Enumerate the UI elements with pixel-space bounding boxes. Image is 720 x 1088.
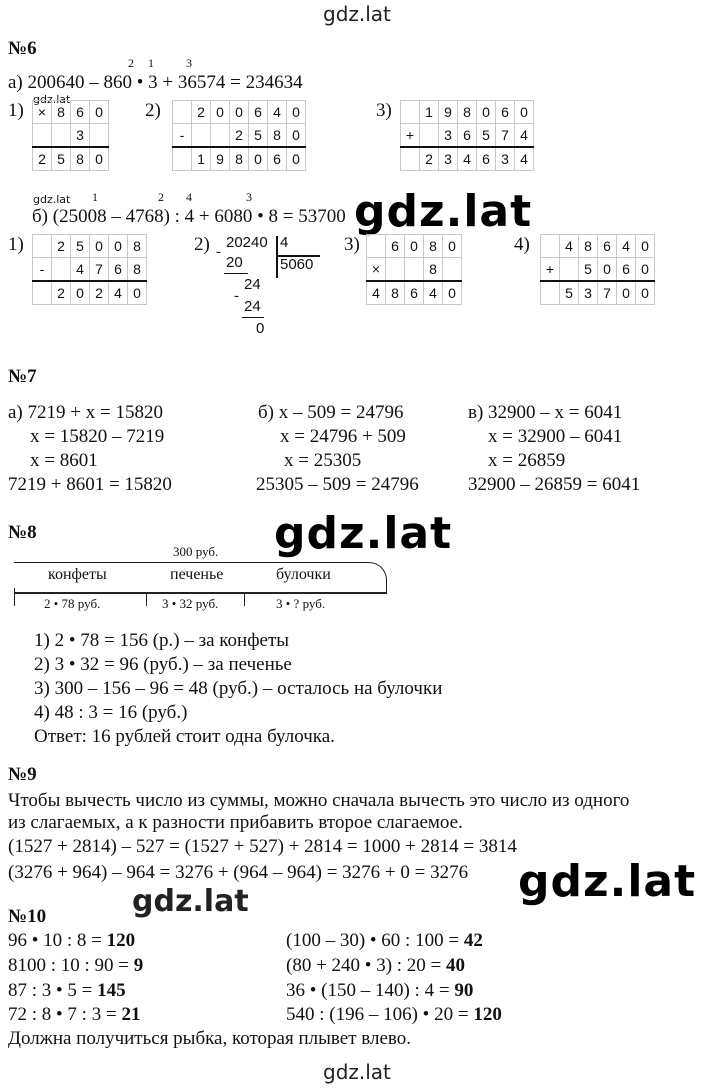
answer: 145 bbox=[97, 980, 126, 1001]
task9-title: №9 bbox=[8, 764, 37, 785]
order-mark: 3 bbox=[186, 56, 192, 70]
digit: 5 bbox=[579, 258, 598, 282]
digit: 0 bbox=[405, 235, 424, 258]
digit: 6 bbox=[109, 258, 128, 282]
task10-left-item bbox=[8, 980, 126, 1002]
digit: 7 bbox=[496, 124, 515, 148]
step-label: 4) bbox=[514, 234, 530, 255]
diagram-total: 300 руб. bbox=[173, 544, 219, 559]
column-addition-a3 bbox=[400, 100, 534, 171]
digit: 0 bbox=[230, 101, 249, 124]
order-mark: 4 bbox=[186, 190, 192, 204]
digit: 8 bbox=[386, 281, 405, 305]
digit: 2 bbox=[52, 281, 71, 305]
digit: 3 bbox=[439, 147, 458, 171]
step-label: 2) bbox=[194, 234, 210, 255]
digit bbox=[211, 124, 230, 148]
division-minus: - bbox=[234, 288, 239, 304]
answer: 42 bbox=[463, 930, 483, 951]
divisor: 4 bbox=[280, 234, 289, 251]
digit bbox=[192, 124, 211, 148]
digit: 1 bbox=[420, 101, 439, 124]
diagram-cost: 2 • 78 руб. bbox=[44, 596, 101, 611]
diagram-segment-label: конфеты bbox=[48, 566, 107, 583]
digit: 2 bbox=[33, 147, 52, 171]
column-subtraction-a2 bbox=[172, 100, 306, 171]
order-mark: 2 bbox=[128, 56, 134, 70]
digit bbox=[405, 258, 424, 282]
task7-title: №7 bbox=[8, 366, 37, 387]
digit: 0 bbox=[636, 281, 655, 305]
digit: 6 bbox=[598, 235, 617, 258]
task10-left-item bbox=[8, 955, 143, 977]
step-label: 1) bbox=[8, 234, 24, 255]
digit: 4 bbox=[617, 235, 636, 258]
task7a-line: 7219 + 8601 = 15820 bbox=[8, 474, 172, 495]
expression: 72 : 8 • 7 : 3 = bbox=[8, 1004, 122, 1025]
task7a-line: а) 7219 + x = 15820 bbox=[8, 402, 163, 423]
digit: 8 bbox=[458, 101, 477, 124]
answer: 40 bbox=[446, 955, 466, 976]
order-mark: 3 bbox=[246, 190, 252, 204]
diagram-divider bbox=[244, 592, 245, 606]
order-mark: 1 bbox=[92, 190, 98, 204]
digit: 9 bbox=[211, 147, 230, 171]
digit: 3 bbox=[579, 281, 598, 305]
column-multiplication-a1 bbox=[32, 100, 109, 171]
digit: 4 bbox=[515, 147, 534, 171]
sign: + bbox=[401, 124, 420, 148]
digit: 6 bbox=[617, 258, 636, 282]
digit: 0 bbox=[90, 235, 109, 258]
digit: 4 bbox=[71, 258, 90, 282]
digit: 0 bbox=[617, 281, 636, 305]
digit: 3 bbox=[439, 124, 458, 148]
digit: 4 bbox=[515, 124, 534, 148]
digit: 5 bbox=[52, 147, 71, 171]
expression: (80 + 240 • 3) : 20 = bbox=[286, 955, 447, 976]
digit: 8 bbox=[71, 147, 90, 171]
digit: 0 bbox=[598, 258, 617, 282]
digit: 6 bbox=[496, 101, 515, 124]
column-addition-b4 bbox=[540, 234, 655, 305]
digit: 8 bbox=[128, 258, 147, 282]
division-underline bbox=[224, 273, 248, 274]
digit: 2 bbox=[52, 235, 71, 258]
digit: 1 bbox=[192, 147, 211, 171]
answer: 120 bbox=[106, 930, 136, 951]
digit: 3 bbox=[71, 124, 90, 148]
digit: 2 bbox=[192, 101, 211, 124]
digit bbox=[420, 124, 439, 148]
division-underline bbox=[242, 317, 264, 318]
diagram-cost: 3 • 32 руб. bbox=[162, 596, 219, 611]
step-label: 3) bbox=[344, 234, 360, 255]
digit: 6 bbox=[71, 101, 90, 124]
diagram-segment-label: печенье bbox=[170, 566, 224, 583]
digit: 4 bbox=[560, 235, 579, 258]
division-step: 24 bbox=[244, 276, 261, 293]
digit: 8 bbox=[128, 235, 147, 258]
digit: 5 bbox=[477, 124, 496, 148]
task10-right-item bbox=[286, 1004, 502, 1026]
digit: 0 bbox=[249, 147, 268, 171]
digit bbox=[52, 124, 71, 148]
watermark-big-1: gdz.lat bbox=[354, 186, 533, 237]
digit: 4 bbox=[268, 101, 287, 124]
watermark-medium: gdz.lat bbox=[132, 884, 249, 919]
column-subtraction-b1 bbox=[32, 234, 147, 305]
digit: 8 bbox=[52, 101, 71, 124]
diagram-cost: 3 • ? руб. bbox=[276, 596, 326, 611]
digit: 5 bbox=[71, 235, 90, 258]
digit: 6 bbox=[477, 147, 496, 171]
sign: - bbox=[173, 124, 192, 148]
task8-step: 3) 300 – 156 – 96 = 48 (руб.) – осталось на булочки bbox=[34, 678, 443, 699]
digit: 8 bbox=[424, 258, 443, 282]
watermark-tiny-2: gdz.lat bbox=[33, 193, 71, 206]
order-mark: 2 bbox=[158, 190, 164, 204]
task9-rule: из слагаемых, а к разности прибавить второе слагаемое. bbox=[8, 812, 463, 833]
digit bbox=[443, 258, 462, 282]
task10-title: №10 bbox=[8, 906, 47, 927]
digit: 4 bbox=[367, 281, 386, 305]
digit: 6 bbox=[249, 101, 268, 124]
digit: 8 bbox=[424, 235, 443, 258]
digit: 0 bbox=[443, 281, 462, 305]
digit: 0 bbox=[71, 281, 90, 305]
task10-right-item bbox=[286, 955, 465, 977]
task7b-line: 25305 – 509 = 24796 bbox=[256, 474, 419, 495]
task7b-line: x = 24796 + 509 bbox=[280, 426, 406, 447]
digit: 0 bbox=[128, 281, 147, 305]
sign: × bbox=[367, 258, 386, 282]
step-label: 1) bbox=[8, 100, 24, 121]
expression: 87 : 3 • 5 = bbox=[8, 980, 98, 1001]
task7c-line: 32900 – 26859 = 6041 bbox=[468, 474, 641, 495]
digit: 3 bbox=[496, 147, 515, 171]
digit: 0 bbox=[636, 258, 655, 282]
task10-left-item bbox=[8, 1004, 140, 1026]
expression: 540 : (196 – 106) • 20 = bbox=[286, 1004, 474, 1025]
answer: 120 bbox=[473, 1004, 502, 1025]
digit: 4 bbox=[424, 281, 443, 305]
quotient: 5060 bbox=[280, 256, 314, 273]
digit: 0 bbox=[443, 235, 462, 258]
step-label: 2) bbox=[145, 100, 161, 121]
digit: 5 bbox=[560, 281, 579, 305]
task8-step: 1) 2 • 78 = 156 (р.) – за конфеты bbox=[34, 630, 290, 651]
answer: 90 bbox=[454, 980, 474, 1001]
digit: 6 bbox=[405, 281, 424, 305]
watermark-top: gdz.lat bbox=[323, 2, 391, 26]
digit: 2 bbox=[90, 281, 109, 305]
digit: 0 bbox=[287, 124, 306, 148]
watermark-tiny-1: gdz.lat bbox=[33, 93, 71, 106]
task9-example: (1527 + 2814) – 527 = (1527 + 527) + 2814 = 1000 + 2814 = 3814 bbox=[8, 836, 517, 857]
answer: 9 bbox=[133, 955, 144, 976]
digit: 4 bbox=[109, 281, 128, 305]
task7b-line: x = 25305 bbox=[284, 450, 362, 471]
digit: 0 bbox=[636, 235, 655, 258]
digit: 8 bbox=[268, 124, 287, 148]
digit: 6 bbox=[458, 124, 477, 148]
digit: 0 bbox=[90, 101, 109, 124]
digit: 0 bbox=[211, 101, 230, 124]
task10-right-item bbox=[286, 930, 483, 952]
task10-left-item bbox=[8, 930, 135, 952]
division-minus: - bbox=[216, 244, 221, 260]
diagram-divider bbox=[146, 592, 147, 606]
column-multiplication-b3 bbox=[366, 234, 462, 305]
digit: 0 bbox=[515, 101, 534, 124]
task9-rule: Чтобы вычесть число из суммы, можно сначала вычесть это число из одного bbox=[8, 790, 630, 811]
sign: × bbox=[33, 101, 52, 124]
task8-title: №8 bbox=[8, 522, 37, 543]
task8-step: 2) 3 • 32 = 96 (руб.) – за печенье bbox=[34, 654, 292, 675]
digit bbox=[560, 258, 579, 282]
sign: - bbox=[33, 258, 52, 282]
sign: + bbox=[541, 258, 560, 282]
task6b-expression: б) (25008 – 4768) : 4 + 6080 • 8 = 53700 bbox=[32, 206, 346, 227]
watermark-big-3: gdz.lat bbox=[518, 856, 697, 907]
task8-answer: Ответ: 16 рублей стоит одна булочка. bbox=[34, 726, 335, 747]
task7c-line: x = 26859 bbox=[488, 450, 566, 471]
digit: 6 bbox=[268, 147, 287, 171]
digit: 8 bbox=[579, 235, 598, 258]
task6a-expression: а) 200640 – 860 • 3 + 36574 = 234634 bbox=[8, 72, 303, 93]
digit: 7 bbox=[598, 281, 617, 305]
division-step: 20 bbox=[226, 254, 243, 271]
digit bbox=[386, 258, 405, 282]
watermark-big-2: gdz.lat bbox=[274, 508, 453, 559]
digit: 0 bbox=[287, 147, 306, 171]
task6-title: №6 bbox=[8, 38, 37, 59]
task7a-line: x = 15820 – 7219 bbox=[30, 426, 165, 447]
digit: 0 bbox=[477, 101, 496, 124]
answer: 21 bbox=[121, 1004, 141, 1025]
task10-right-item bbox=[286, 980, 473, 1002]
watermark-bottom: gdz.lat bbox=[323, 1060, 391, 1084]
order-mark: 1 bbox=[148, 56, 154, 70]
task7c-line: в) 32900 – x = 6041 bbox=[468, 402, 623, 423]
division-step: 24 bbox=[244, 298, 261, 315]
digit bbox=[90, 124, 109, 148]
task7a-line: x = 8601 bbox=[30, 450, 98, 471]
digit: 6 bbox=[386, 235, 405, 258]
digit: 0 bbox=[90, 147, 109, 171]
task7b-line: б) x – 509 = 24796 bbox=[258, 402, 404, 423]
digit: 4 bbox=[458, 147, 477, 171]
diagram-segment-label: булочки bbox=[276, 566, 331, 583]
digit: 7 bbox=[90, 258, 109, 282]
digit: 0 bbox=[109, 235, 128, 258]
task7c-line: x = 32900 – 6041 bbox=[488, 426, 623, 447]
expression: 96 • 10 : 8 = bbox=[8, 930, 107, 951]
digit: 8 bbox=[230, 147, 249, 171]
digit: 9 bbox=[439, 101, 458, 124]
digit bbox=[52, 258, 71, 282]
digit: 2 bbox=[420, 147, 439, 171]
division-vertical-line bbox=[276, 236, 278, 278]
diagram-baseline bbox=[14, 592, 386, 593]
division-remainder: 0 bbox=[256, 320, 265, 337]
task8-step: 4) 48 : 3 = 16 (руб.) bbox=[34, 702, 188, 723]
step-label: 3) bbox=[376, 100, 392, 121]
expression: (100 – 30) • 60 : 100 = bbox=[286, 930, 464, 951]
diagram-divider bbox=[14, 588, 15, 606]
task10-conclusion: Должна получиться рыбка, которая плывет влево. bbox=[8, 1028, 411, 1049]
task9-example: (3276 + 964) – 964 = 3276 + (964 – 964) = 3276 + 0 = 3276 bbox=[8, 862, 469, 883]
expression: 8100 : 10 : 90 = bbox=[8, 955, 134, 976]
digit: 2 bbox=[230, 124, 249, 148]
dividend: 20240 bbox=[226, 234, 268, 251]
digit: 0 bbox=[287, 101, 306, 124]
expression: 36 • (150 – 140) : 4 = bbox=[286, 980, 455, 1001]
digit: 5 bbox=[249, 124, 268, 148]
